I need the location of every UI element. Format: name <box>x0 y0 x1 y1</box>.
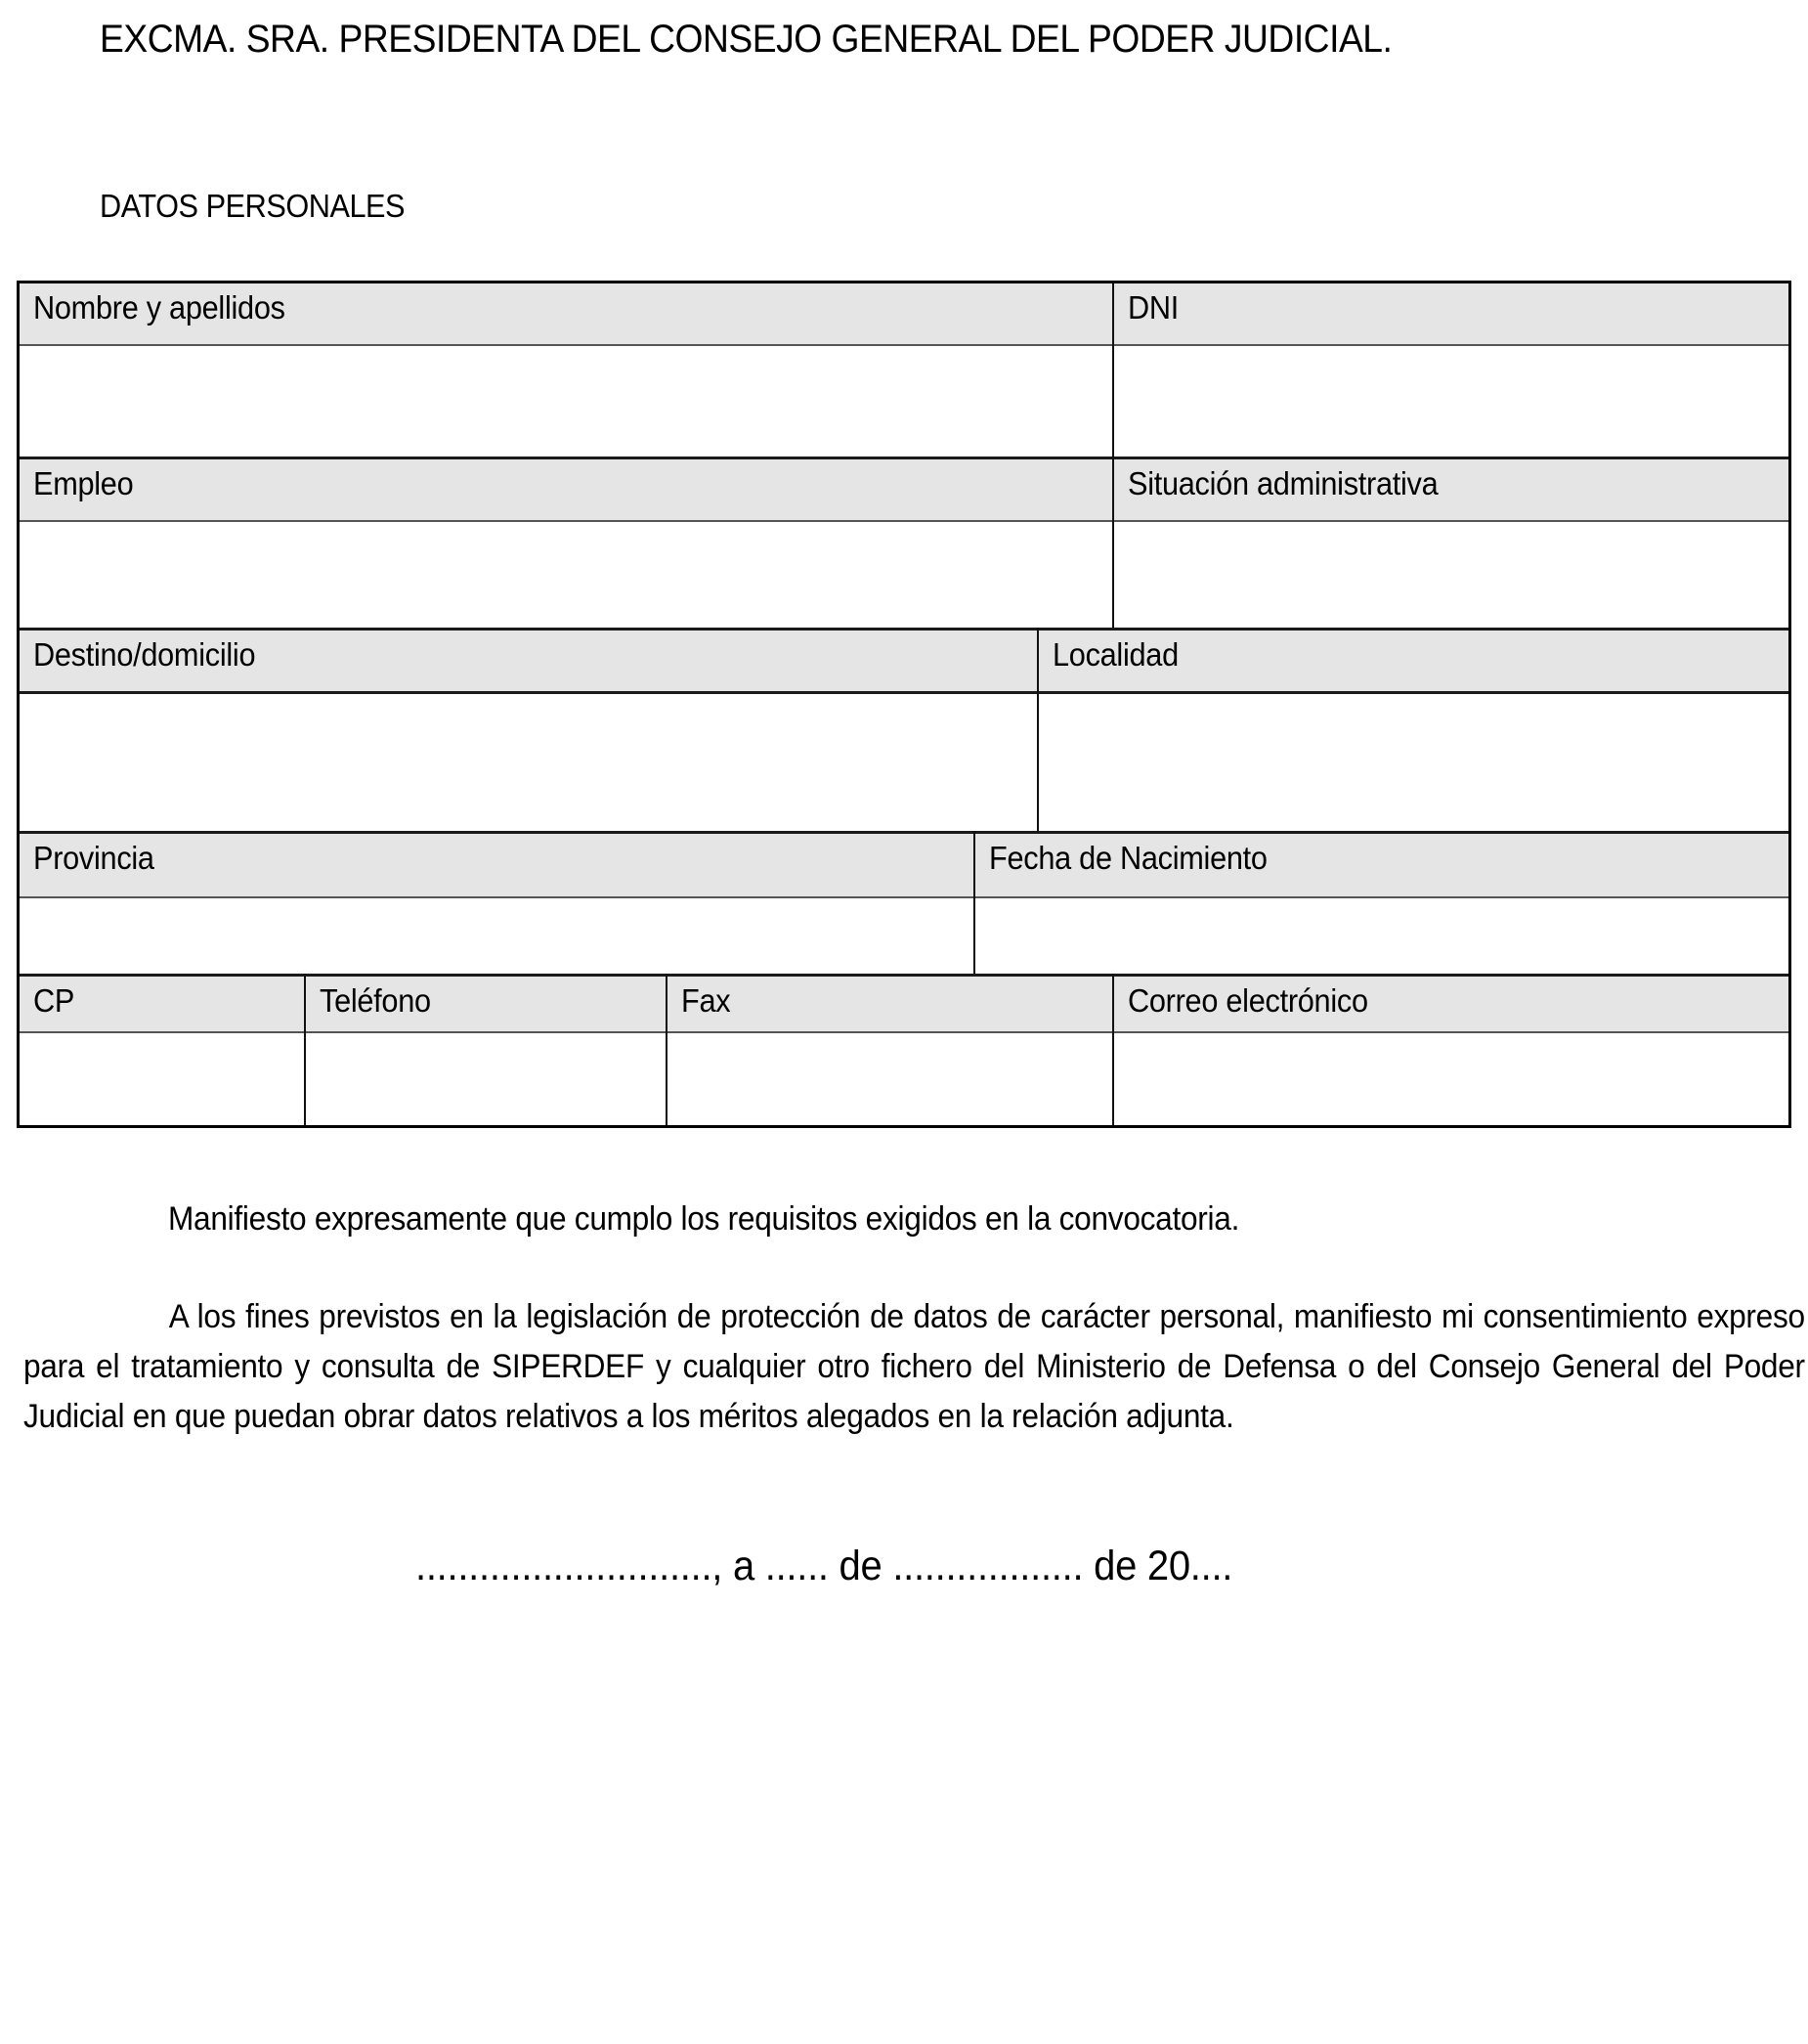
row-divider <box>20 520 1788 522</box>
fecha-nacimiento-field[interactable] <box>975 898 1788 974</box>
row-divider <box>20 974 1788 977</box>
row-divider <box>20 1031 1788 1033</box>
column-divider <box>973 831 975 974</box>
row-divider <box>20 896 1788 898</box>
personal-data-form <box>17 281 1791 1128</box>
empleo-field[interactable] <box>20 522 1112 628</box>
label-telefono: Teléfono <box>306 977 666 1031</box>
destino-domicilio-field[interactable] <box>20 693 1037 831</box>
label-localidad: Localidad <box>1039 631 1788 691</box>
label-destino-domicilio: Destino/domicilio <box>20 631 1037 691</box>
label-fecha-nacimiento: Fecha de Nacimiento <box>975 834 1788 896</box>
column-divider <box>1037 628 1039 831</box>
provincia-field[interactable] <box>20 898 973 974</box>
label-nombre-apellidos: Nombre y apellidos <box>20 283 1112 344</box>
label-situacion-administrativa: Situación administrativa <box>1114 459 1788 520</box>
row-divider <box>20 628 1788 631</box>
data-protection-consent: A los fines previstos en la legislación de protección de datos de carácter personal, manifiesto mi consentimiento expreso para el tratamiento y consulta de SIPERDEF y cualquier otro fichero del Ministerio de Defensa o del Consejo General del Poder Judicial en que puedan obrar datos relativos a los méritos alegados en la relación adjunta. <box>23 1298 1805 1435</box>
document-title: EXCMA. SRA. PRESIDENTA DEL CONSEJO GENERAL DEL PODER JUDICIAL. <box>100 18 1393 61</box>
cp-field[interactable] <box>20 1033 304 1125</box>
row-divider <box>20 457 1788 459</box>
requirements-statement: Manifiesto expresamente que cumplo los requisitos exigidos en la convocatoria. <box>168 1200 1240 1238</box>
label-dni: DNI <box>1114 283 1788 344</box>
row-divider <box>20 344 1788 346</box>
fax-field[interactable] <box>667 1033 1112 1125</box>
section-label-personal-data: DATOS PERSONALES <box>100 188 406 224</box>
column-divider <box>666 974 667 1125</box>
column-divider <box>304 974 306 1125</box>
localidad-field[interactable] <box>1039 693 1788 831</box>
situacion-administrativa-field[interactable] <box>1114 522 1788 628</box>
row-divider <box>20 691 1788 694</box>
column-divider <box>1112 283 1114 628</box>
label-empleo: Empleo <box>20 459 1112 520</box>
telefono-field[interactable] <box>306 1033 666 1125</box>
place-date-line[interactable]: ............................, a ...... de .................. de 20.... <box>415 1543 1233 1589</box>
row-divider <box>20 831 1788 834</box>
label-cp: CP <box>20 977 304 1031</box>
column-divider <box>1112 974 1114 1125</box>
nombre-apellidos-field[interactable] <box>20 346 1112 457</box>
dni-field[interactable] <box>1114 346 1788 457</box>
label-correo-electronico: Correo electrónico <box>1114 977 1788 1031</box>
label-provincia: Provincia <box>20 834 973 896</box>
label-fax: Fax <box>667 977 1112 1031</box>
correo-electronico-field[interactable] <box>1114 1033 1788 1125</box>
